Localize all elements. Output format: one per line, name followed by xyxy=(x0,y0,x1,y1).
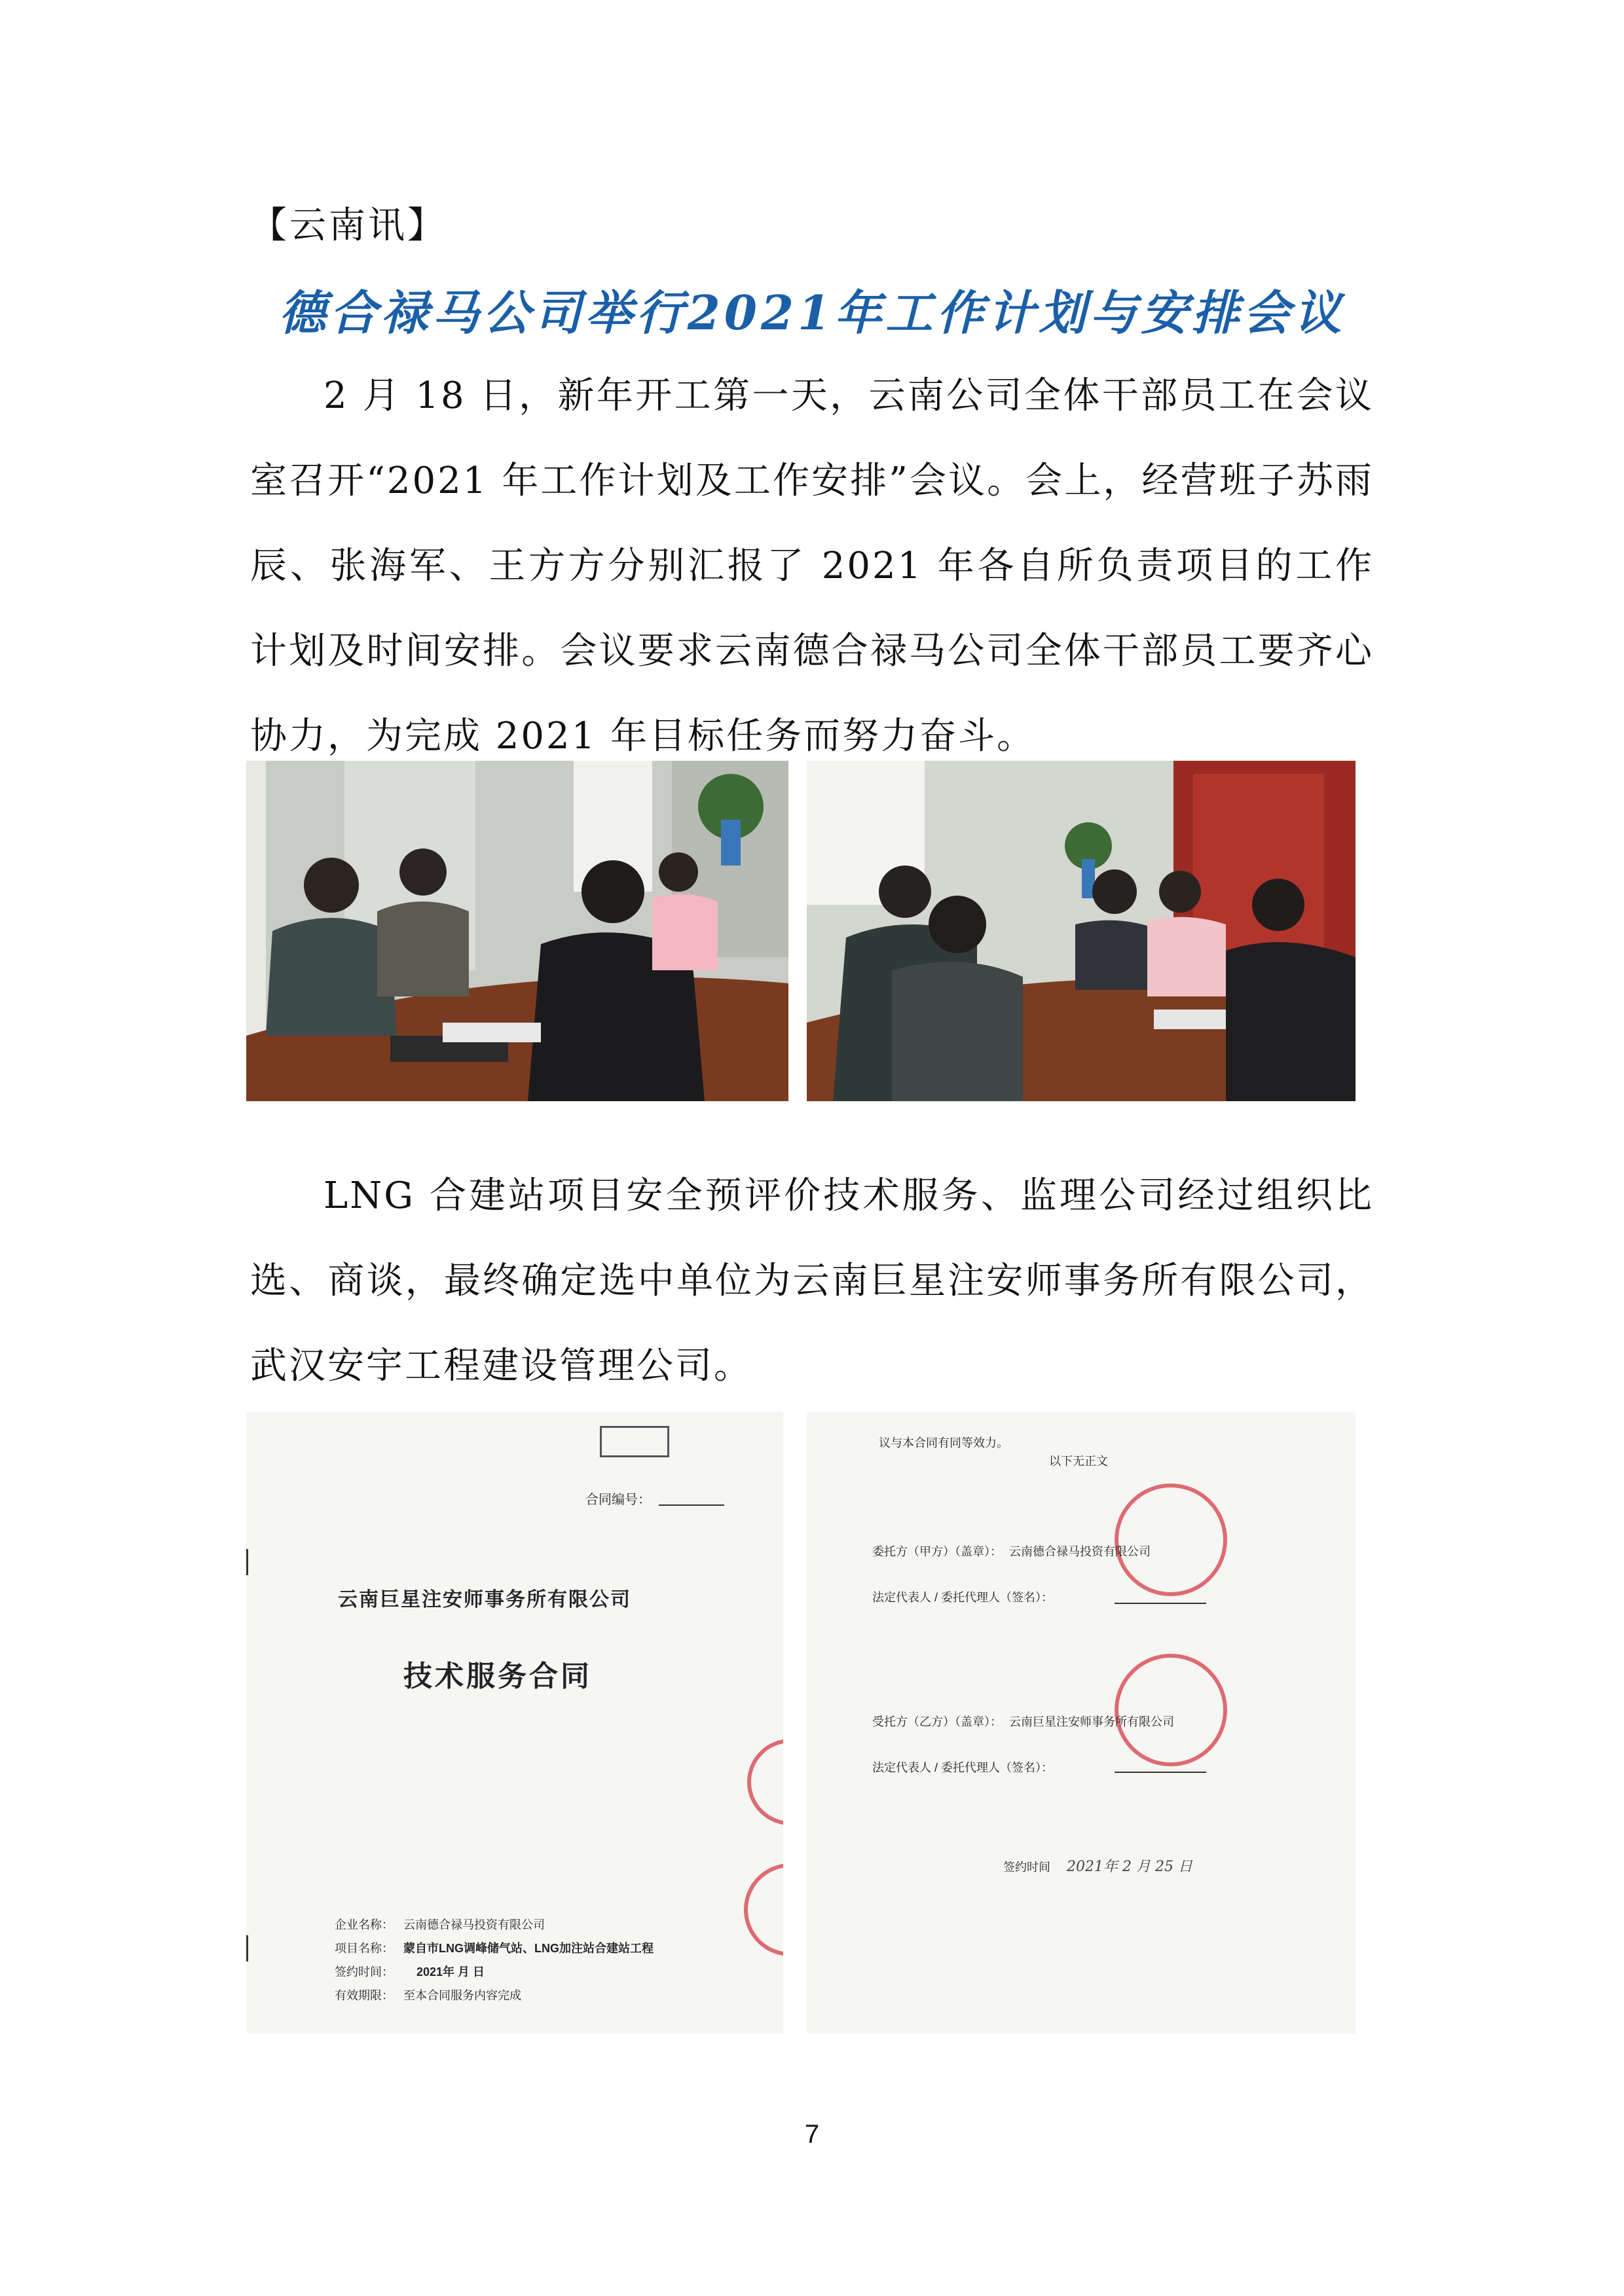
contract-doc-title: 技术服务合同 xyxy=(403,1660,592,1692)
sign-line2: 以下无正文 xyxy=(1049,1455,1108,1468)
cover-stamp-bottom xyxy=(744,1863,783,1956)
contract-no-line xyxy=(659,1504,724,1506)
rep-b-row xyxy=(872,1758,1053,1776)
seal-box xyxy=(600,1426,669,1457)
sign-date-label: 签约时间 xyxy=(1003,1861,1050,1874)
rep-a-row xyxy=(872,1588,1053,1605)
rep-b-label: 法定代表人 / 委托代理人（签名）： xyxy=(872,1761,1054,1774)
contract-no-label: 合同编号： xyxy=(585,1493,651,1507)
field-validity-label: 有效期限： xyxy=(335,1989,394,2002)
contract-company: 云南巨星注安师事务所有限公司 xyxy=(338,1589,631,1611)
cover-stamp-top xyxy=(747,1739,783,1825)
party-a-stamp xyxy=(1115,1484,1227,1596)
field-project xyxy=(335,1939,654,1956)
field-project-value: 蒙自市LNG调峰储气站、LNG加注站合建站工程 xyxy=(403,1942,654,1955)
party-b-stamp xyxy=(1115,1654,1227,1766)
rep-b-signature xyxy=(1115,1752,1206,1773)
contract-signature-scan xyxy=(807,1412,1356,2033)
rep-a-label: 法定代表人 / 委托代理人（签名）： xyxy=(872,1591,1054,1604)
field-company-label: 企业名称： xyxy=(335,1918,394,1931)
party-b-name: 云南巨星注安师事务所有限公司 xyxy=(1009,1715,1175,1728)
rep-a-signature xyxy=(1115,1583,1206,1604)
binding-mark-top xyxy=(246,1549,248,1575)
field-validity xyxy=(335,1986,521,2003)
contract-cover-scan xyxy=(246,1412,783,2033)
meeting-photo-right-image xyxy=(807,761,1356,1101)
field-project-label: 项目名称： xyxy=(335,1942,394,1955)
party-a-row xyxy=(872,1542,1151,1559)
sign-date-row xyxy=(1003,1855,1192,1876)
meeting-photo-right xyxy=(807,761,1356,1101)
field-validity-value: 至本合同服务内容完成 xyxy=(403,1989,522,2002)
field-sign-date xyxy=(335,1963,485,1980)
party-a-name: 云南德合禄马投资有限公司 xyxy=(1009,1545,1151,1558)
party-b-row xyxy=(872,1713,1174,1730)
page-number: 7 xyxy=(804,2120,820,2149)
field-sign-date-value: 2021年 月 日 xyxy=(416,1965,485,1978)
paragraph-meeting: 2 月 18 日，新年开工第一天，云南公司全体干部员工在会议室召开“2021 年工作计划及工作安排”会议。会上，经营班子苏雨辰、张海军、王方方分别汇报了 2021 年各自所负责项目的工作计划及时间安排。会议要求云南德合禄马公司全体干部员工要齐心协力，为完成 2021 年目标任务而努力奋斗。 xyxy=(250,374,1374,757)
section-tag: 【云南讯】 xyxy=(250,204,447,247)
meeting-photo-left-image xyxy=(246,761,788,1101)
article-title: 德合禄马公司举行2021年工作计划与安排会议 xyxy=(278,285,1346,340)
sign-line1: 议与本合同有同等效力。 xyxy=(879,1436,1008,1449)
meeting-photo-left xyxy=(246,761,788,1101)
sign-date-value: 2021年 2 月 25 日 xyxy=(1067,1859,1192,1875)
party-a-label: 委托方（甲方）（盖章）： xyxy=(872,1545,1002,1558)
field-sign-date-label: 签约时间： xyxy=(335,1965,394,1978)
field-company xyxy=(335,1916,545,1933)
paragraph-lng-project: LNG 合建站项目安全预评价技术服务、监理公司经过组织比选、商谈，最终确定选中单位为云南巨星注安师事务所有限公司，武汉安宇工程建设管理公司。 xyxy=(250,1175,1374,1387)
party-b-label: 受托方（乙方）（盖章）： xyxy=(872,1715,1002,1728)
field-company-value: 云南德合禄马投资有限公司 xyxy=(403,1918,545,1931)
binding-mark-bottom xyxy=(246,1935,248,1961)
